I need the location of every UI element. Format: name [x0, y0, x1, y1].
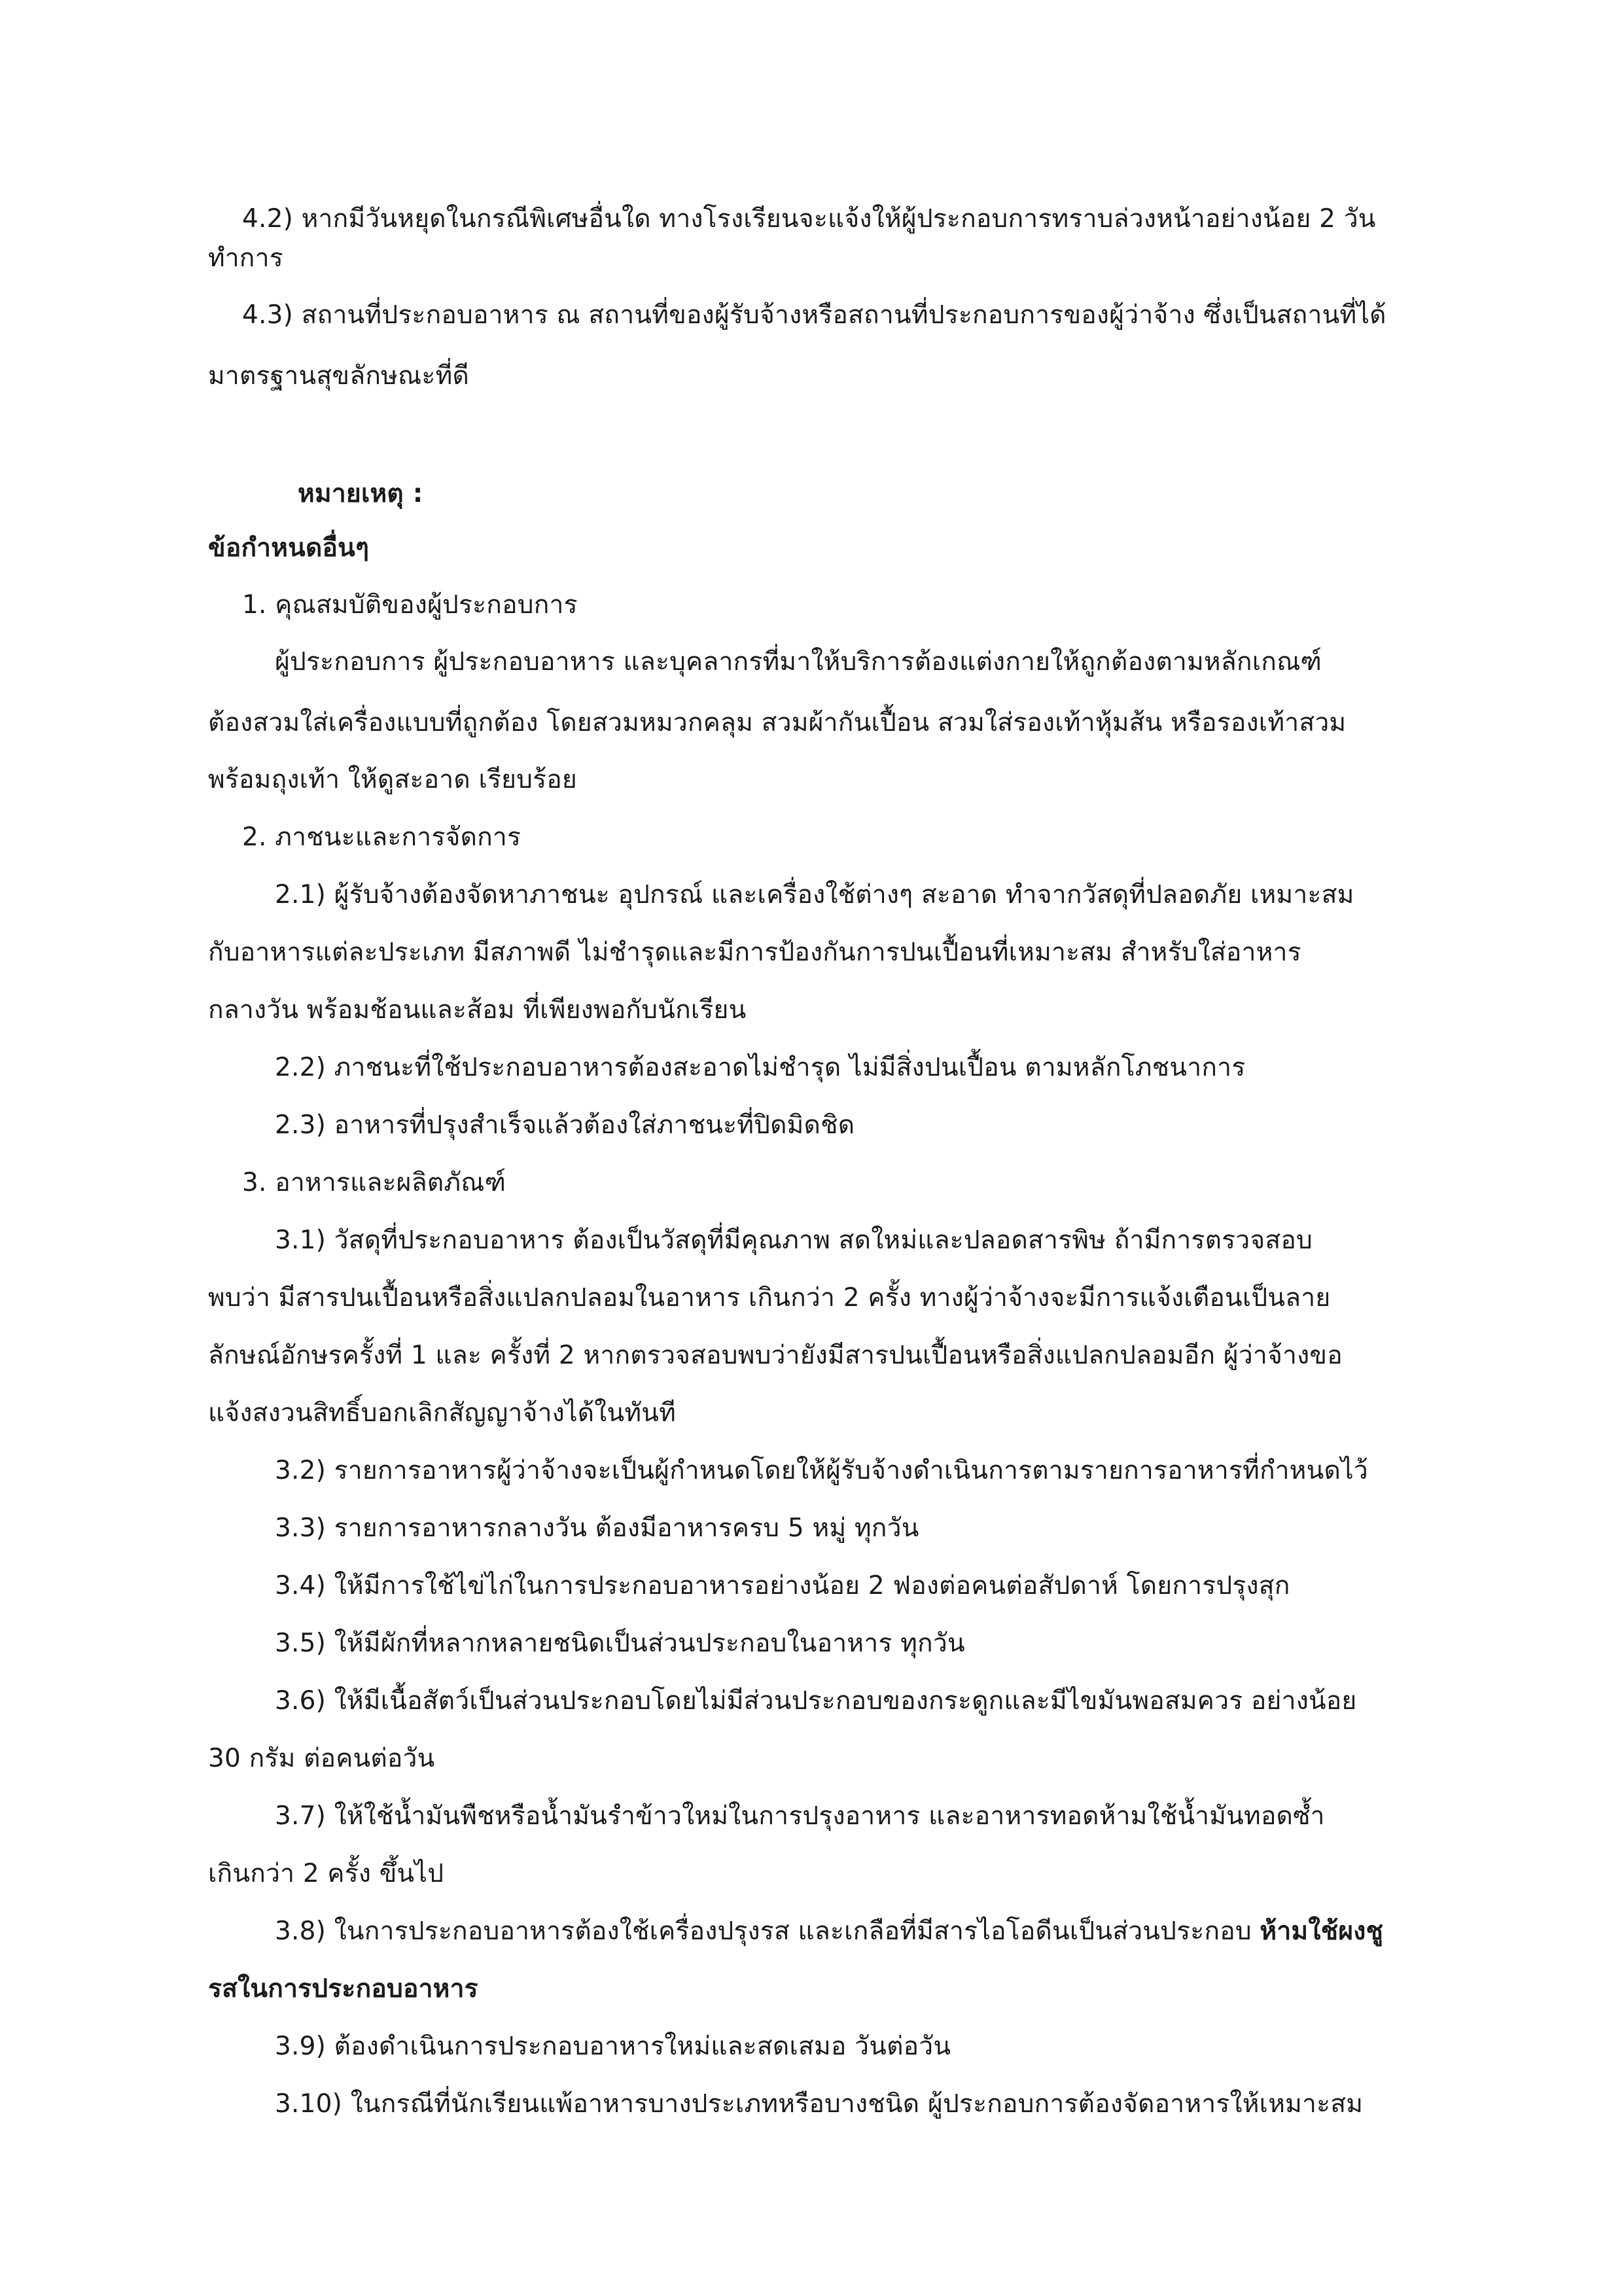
paragraph-line: กับอาหารแต่ละประเภท มีสภาพดี ไม่ชำรุดและมีการป้องกันการปนเปื้อนที่เหมาะสม สำหรับใส่อาหาร	[208, 938, 1301, 967]
paragraph-line: 3.9) ต้องดำเนินการประกอบอาหารใหม่และสดเสมอ วันต่อวัน	[275, 2032, 951, 2061]
bold-warning-text: ห้ามใช้ผงชู	[1260, 1916, 1384, 1946]
paragraph-line: 4.2) หากมีวันหยุดในกรณีพิเศษอื่นใด ทางโรงเรียนจะแจ้งให้ผู้ประกอบการทราบล่วงหน้าอย่างน้อย 2 วัน	[242, 204, 1376, 234]
list-heading: 1. คุณสมบัติของผู้ประกอบการ	[242, 590, 578, 620]
paragraph-line: 4.3) สถานที่ประกอบอาหาร ณ สถานที่ของผู้รับจ้างหรือสถานที่ประกอบการของผู้ว่าจ้าง ซึ่งเป็นสถานที่ได้	[242, 300, 1386, 330]
paragraph-line: ต้องสวมใส่เครื่องแบบที่ถูกต้อง โดยสวมหมวกคลุม สวมผ้ากันเปื้อน สวมใส่รองเท้าหุ้มส้น หรือรองเท้าสวม	[208, 708, 1347, 737]
note-heading: หมายเหตุ :	[298, 479, 423, 508]
paragraph-line: พร้อมถุงเท้า ให้ดูสะอาด เรียบร้อย	[208, 765, 577, 794]
paragraph-line: ทำการ	[208, 243, 283, 273]
paragraph-line: 3.6) ให้มีเนื้อสัตว์เป็นส่วนประกอบโดยไม่มีส่วนประกอบของกระดูกและมีไขมันพอสมควร อย่างน้อย	[275, 1686, 1357, 1716]
list-heading: 3. อาหารและผลิตภัณฑ์	[242, 1168, 506, 1197]
paragraph-line: 3.1) วัสดุที่ประกอบอาหาร ต้องเป็นวัสดุที่มีคุณภาพ สดใหม่และปลอดสารพิษ ถ้ามีการตรวจสอบ	[275, 1226, 1313, 1255]
paragraph-line: แจ้งสงวนสิทธิ์บอกเลิกสัญญาจ้างได้ในทันที	[208, 1398, 677, 1428]
paragraph-line: เกินกว่า 2 ครั้ง ขึ้นไป	[208, 1859, 444, 1888]
list-heading: 2. ภาชนะและการจัดการ	[242, 822, 521, 852]
paragraph-line: 2.1) ผู้รับจ้างต้องจัดหาภาชนะ อุปกรณ์ และเครื่องใช้ต่างๆ สะอาด ทำจากวัสดุที่ปลอดภัย เหมาะสม	[275, 880, 1354, 910]
paragraph-line: 3.2) รายการอาหารผู้ว่าจ้างจะเป็นผู้กำหนดโดยให้ผู้รับจ้างดำเนินการตามรายการอาหารที่กำหนดไว้	[275, 1456, 1368, 1485]
paragraph-line: 30 กรัม ต่อคนต่อวัน	[208, 1744, 435, 1773]
paragraph-line: ผู้ประกอบการ ผู้ประกอบอาหาร และบุคลากรที่มาให้บริการต้องแต่งกายให้ถูกต้องตามหลักเกณฑ์	[275, 647, 1322, 677]
paragraph-line: ลักษณ์อักษรครั้งที่ 1 และ ครั้งที่ 2 หากตรวจสอบพบว่ายังมีสารปนเปื้อนหรือสิ่งแปลกปลอมอีก ผู้ว่าจ้างขอ	[208, 1341, 1343, 1370]
paragraph-line: 3.10) ในกรณีที่นักเรียนแพ้อาหารบางประเภทหรือบางชนิด ผู้ประกอบการต้องจัดอาหารให้เหมาะสม	[275, 2089, 1364, 2119]
paragraph-line	[275, 1912, 1383, 1951]
paragraph-line: พบว่า มีสารปนเปื้อนหรือสิ่งแปลกปลอมในอาหาร เกินกว่า 2 ครั้ง ทางผู้ว่าจ้างจะมีการแจ้งเตือนเป็นลาย	[208, 1283, 1331, 1313]
paragraph-text: 3.8) ในการประกอบอาหารต้องใช้เครื่องปรุงรส และเกลือที่มีสารไอโอดีนเป็นส่วนประกอบ	[275, 1916, 1252, 1946]
section-heading: ข้อกำหนดอื่นๆ	[208, 533, 370, 563]
paragraph-line: กลางวัน พร้อมช้อนและส้อม ที่เพียงพอกับนักเรียน	[208, 995, 747, 1025]
paragraph-line: 3.7) ให้ใช้น้ำมันพืชหรือน้ำมันรำข้าวใหม่ในการปรุงอาหาร และอาหารทอดห้ามใช้น้ำมันทอดซ้ำ	[275, 1801, 1325, 1831]
paragraph-line: 3.5) ให้มีผักที่หลากหลายชนิดเป็นส่วนประกอบในอาหาร ทุกวัน	[275, 1629, 965, 1658]
paragraph-line: 2.2) ภาชนะที่ใช้ประกอบอาหารต้องสะอาดไม่ชำรุด ไม่มีสิ่งปนเปื้อน ตามหลักโภชนาการ	[275, 1053, 1246, 1082]
bold-warning-text: รสในการประกอบอาหาร	[208, 1974, 478, 2004]
paragraph-line: 3.4) ให้มีการใช้ไข่ไก่ในการประกอบอาหารอย่างน้อย 2 ฟองต่อคนต่อสัปดาห์ โดยการปรุงสุก	[275, 1571, 1290, 1600]
paragraph-line: 2.3) อาหารที่ปรุงสำเร็จแล้วต้องใส่ภาชนะที่ปิดมิดชิด	[275, 1110, 855, 1140]
paragraph-line: มาตรฐานสุขลักษณะที่ดี	[208, 361, 470, 391]
paragraph-line: 3.3) รายการอาหารกลางวัน ต้องมีอาหารครบ 5 หมู่ ทุกวัน	[275, 1513, 919, 1543]
